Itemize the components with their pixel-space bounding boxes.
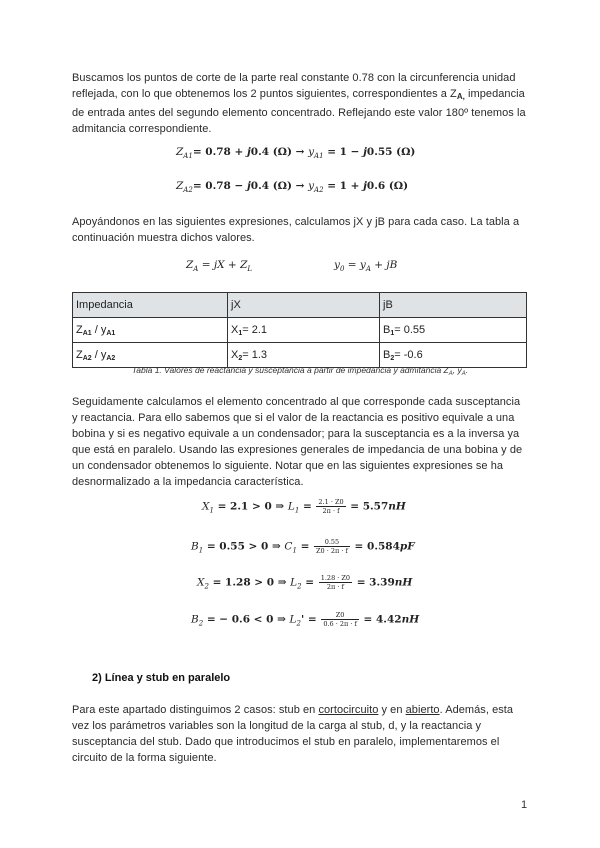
calc-var: X <box>202 500 210 513</box>
calc-numerator: 0.55 <box>314 538 350 547</box>
table-header-row <box>73 293 527 318</box>
cell-y: / y <box>91 323 107 336</box>
eq-z-letter: Z <box>176 146 184 158</box>
cell-z-sub: A2 <box>82 354 92 362</box>
cell-b: B <box>383 323 391 336</box>
calc-result: = 3.39 <box>353 576 395 589</box>
eq-za-sub: A <box>193 265 199 273</box>
equation-za-general <box>186 259 252 273</box>
cell-b-val: = 0.55 <box>394 323 426 336</box>
intro-paragraph <box>72 70 528 137</box>
equation-za2 <box>176 180 408 194</box>
cell-z: Z <box>76 348 83 361</box>
calc-equation <box>197 574 412 591</box>
calc-result: = 0.584 <box>350 540 400 553</box>
cell-x-val: = 1.3 <box>242 348 268 361</box>
calc-res-sub: 1 <box>292 546 297 555</box>
calc-var-sub: 1 <box>209 506 214 515</box>
table-row <box>73 318 527 343</box>
caption-mid: , y <box>452 365 462 375</box>
calc-cond: = − 0.6 < 0 ⇒ <box>203 613 290 626</box>
cell-z: Z <box>76 323 83 336</box>
calc-result: = 5.57 <box>346 500 389 513</box>
cell-y-sub: A1 <box>106 329 116 337</box>
calc-denominator: Z0 · 2π · f <box>316 547 348 555</box>
page-number: 1 <box>521 799 528 811</box>
cell-jb <box>380 343 527 368</box>
caption-end: . <box>465 365 469 375</box>
calc-var: X <box>197 576 205 589</box>
calc-res: L <box>287 500 295 513</box>
cell-b-val: = -0.6 <box>394 348 423 361</box>
calc-var: B <box>191 613 199 626</box>
calc-eq: ' = <box>301 613 321 626</box>
eq-y0-sub: 0 <box>339 265 345 273</box>
cell-x: X <box>231 348 239 361</box>
calc-equation <box>202 498 406 515</box>
calc-res: L <box>289 613 297 626</box>
calc-res-sub: 2 <box>297 582 302 591</box>
caption-text: Tabla 1. Valores de reactancia y susceptancia a partir de impedancia y admitancia Z <box>131 365 449 375</box>
calc-fraction <box>319 574 352 591</box>
table-row <box>73 343 527 368</box>
calc-eq: = <box>299 500 316 513</box>
eq-z-sub: A2 <box>183 186 193 194</box>
caption-sub-1: A <box>448 371 453 377</box>
cell-x-val: = 2.1 <box>242 323 268 336</box>
eq-ya-sub: A <box>365 265 371 273</box>
calc-cond: = 0.55 > 0 ⇒ <box>203 540 285 553</box>
table-caption <box>0 365 600 377</box>
eq-j2: j <box>363 180 367 192</box>
eq-lhs: = 0.78 + <box>192 146 247 158</box>
calc-numerator: Z0 <box>321 611 359 620</box>
cell-x: X <box>231 323 239 336</box>
eq-y-sub: A1 <box>314 152 324 160</box>
equation-y0-general <box>334 259 397 273</box>
calc-res-sub: 1 <box>294 506 300 515</box>
za-letter: Z <box>450 88 457 100</box>
calc-var-sub: 1 <box>198 546 204 555</box>
cell-b-sub: 2 <box>390 354 395 362</box>
paragraph-stub <box>72 702 528 766</box>
calc-cond: = 2.1 > 0 ⇒ <box>213 500 288 513</box>
eq-zl: Z <box>240 259 248 271</box>
calc-var: B <box>191 540 199 553</box>
cell-y: / y <box>91 348 107 361</box>
cell-y-sub: A2 <box>106 354 116 362</box>
eq-j: j <box>246 146 251 158</box>
calc-fraction <box>314 538 350 555</box>
eq-rhs: = 1 − <box>323 146 364 158</box>
eq-val2: 0.55 (Ω) <box>366 146 416 158</box>
calc-var-sub: 2 <box>198 619 204 628</box>
calc-res: C <box>284 540 293 553</box>
cell-b: B <box>383 348 391 361</box>
calc-denominator: 2π · f <box>326 583 344 591</box>
eq-y-sub: A2 <box>314 186 324 194</box>
calc-unit: nH <box>388 500 406 513</box>
calc-result: = 4.42 <box>359 613 402 626</box>
calc-numerator: 1.28 · Z0 <box>320 574 351 582</box>
calc-unit: nH <box>401 613 420 626</box>
calc-fraction <box>321 611 359 628</box>
eq-jx: jX <box>213 259 225 271</box>
cell-jb <box>380 318 527 343</box>
eq-equals: = <box>344 259 360 271</box>
cell-x-sub: 1 <box>238 329 243 337</box>
calc-res: L <box>290 576 298 589</box>
eq-equals: = <box>198 259 214 271</box>
calc-unit: pF <box>399 540 415 553</box>
calc-res-sub: 2 <box>296 619 301 628</box>
header-jb: jB <box>380 293 527 318</box>
section-heading: 2) Línea y stub en paralelo <box>92 672 231 684</box>
calc-denominator: 0.6 · 2π · f <box>323 620 357 628</box>
caption-sub-2: A <box>461 371 466 377</box>
cell-x-sub: 2 <box>238 354 243 362</box>
calc-fraction <box>316 498 345 515</box>
eq-val: 0.4 (Ω) → <box>250 146 309 158</box>
para4-text-b: y en <box>378 704 406 716</box>
za-subscript: A, <box>456 92 465 101</box>
abierto-underlined: abierto <box>405 704 440 716</box>
calc-denominator: 2π · f <box>322 507 340 515</box>
cell-impedance <box>73 318 228 343</box>
eq-za: Z <box>186 259 194 271</box>
calc-eq: = <box>301 576 318 589</box>
eq-j2: j <box>363 146 367 158</box>
eq-y-letter: y <box>308 146 315 158</box>
eq-plus: + <box>224 259 241 271</box>
paragraph-elements: Seguidamente calculamos el elemento concentrado al que corresponde cada susceptancia y reactancia. Para ello sabemos que si el valor de la reactancia es positivo equivale a una bobina y si es negativo equivale a un condensador; para la susceptancia es a la inversa ya que está en paralelo. Usando las expresiones generales de impedancia de una bobina y de un condensador obtenemos lo siguiente. Notar que en las siguientes expresiones se ha desnormalizado a la impedancia característica. <box>72 396 523 488</box>
eq-y-letter: y <box>308 180 315 192</box>
equation-za1 <box>176 146 415 160</box>
eq-val2: 0.6 (Ω) <box>366 180 409 192</box>
eq-val: 0.4 (Ω) → <box>250 180 309 192</box>
calc-unit: nH <box>394 576 413 589</box>
eq-y0: y <box>334 259 340 271</box>
para4-text-a: Para este apartado distinguimos 2 casos: stub en <box>72 704 319 716</box>
eq-z-sub: A1 <box>183 152 193 160</box>
header-jx: jX <box>228 293 380 318</box>
cell-b-sub: 1 <box>390 329 395 337</box>
za-symbol <box>450 88 465 100</box>
para4-text-c: . Además, esta vez los parámetros variables son la longitud de la carga al stub, d, y la reactancia y susceptancia del stub. Dado que introducimos el stub en paralelo, implementaremos el circuito de la forma siguiente. <box>72 704 514 764</box>
cell-z-sub: A1 <box>82 329 92 337</box>
calc-eq: = <box>296 540 314 553</box>
eq-zl-sub: L <box>247 265 253 273</box>
cell-jx <box>228 318 380 343</box>
eq-rhs: = 1 + <box>323 180 364 192</box>
intro-text-1: Buscamos los puntos de corte de la parte real constante 0.78 con la circunferencia unidad reflejada, con lo que obtenemos los 2 puntos siguientes, correspondientes a <box>72 72 516 100</box>
calc-cond: = 1.28 > 0 ⇒ <box>208 576 291 589</box>
calc-var-sub: 2 <box>204 582 209 591</box>
values-table <box>72 292 527 368</box>
eq-z-letter: Z <box>176 180 184 192</box>
paragraph-expressions: Apoyándonos en las siguientes expresiones, calculamos jX y jB para cada caso. La tabla a continuación muestra dichos valores. <box>72 216 520 244</box>
calc-equation <box>191 611 419 628</box>
intro-text-2: impedancia de entrada antes del segundo elemento concentrado. Reflejando este valor 180º tenemos la admitancia correspondiente. <box>72 88 526 135</box>
cell-impedance <box>73 343 228 368</box>
calc-equation <box>191 538 415 555</box>
eq-ya: y <box>359 259 366 271</box>
cell-jx <box>228 343 380 368</box>
eq-jb: jB <box>386 259 398 271</box>
eq-plus: + <box>370 259 387 271</box>
cortocircuito-underlined: cortocircuito <box>318 704 379 716</box>
calc-numerator: 2.1 · Z0 <box>318 498 344 506</box>
eq-j: j <box>246 180 251 192</box>
header-impedancia: Impedancia <box>73 293 228 318</box>
eq-lhs: = 0.78 − <box>192 180 247 192</box>
